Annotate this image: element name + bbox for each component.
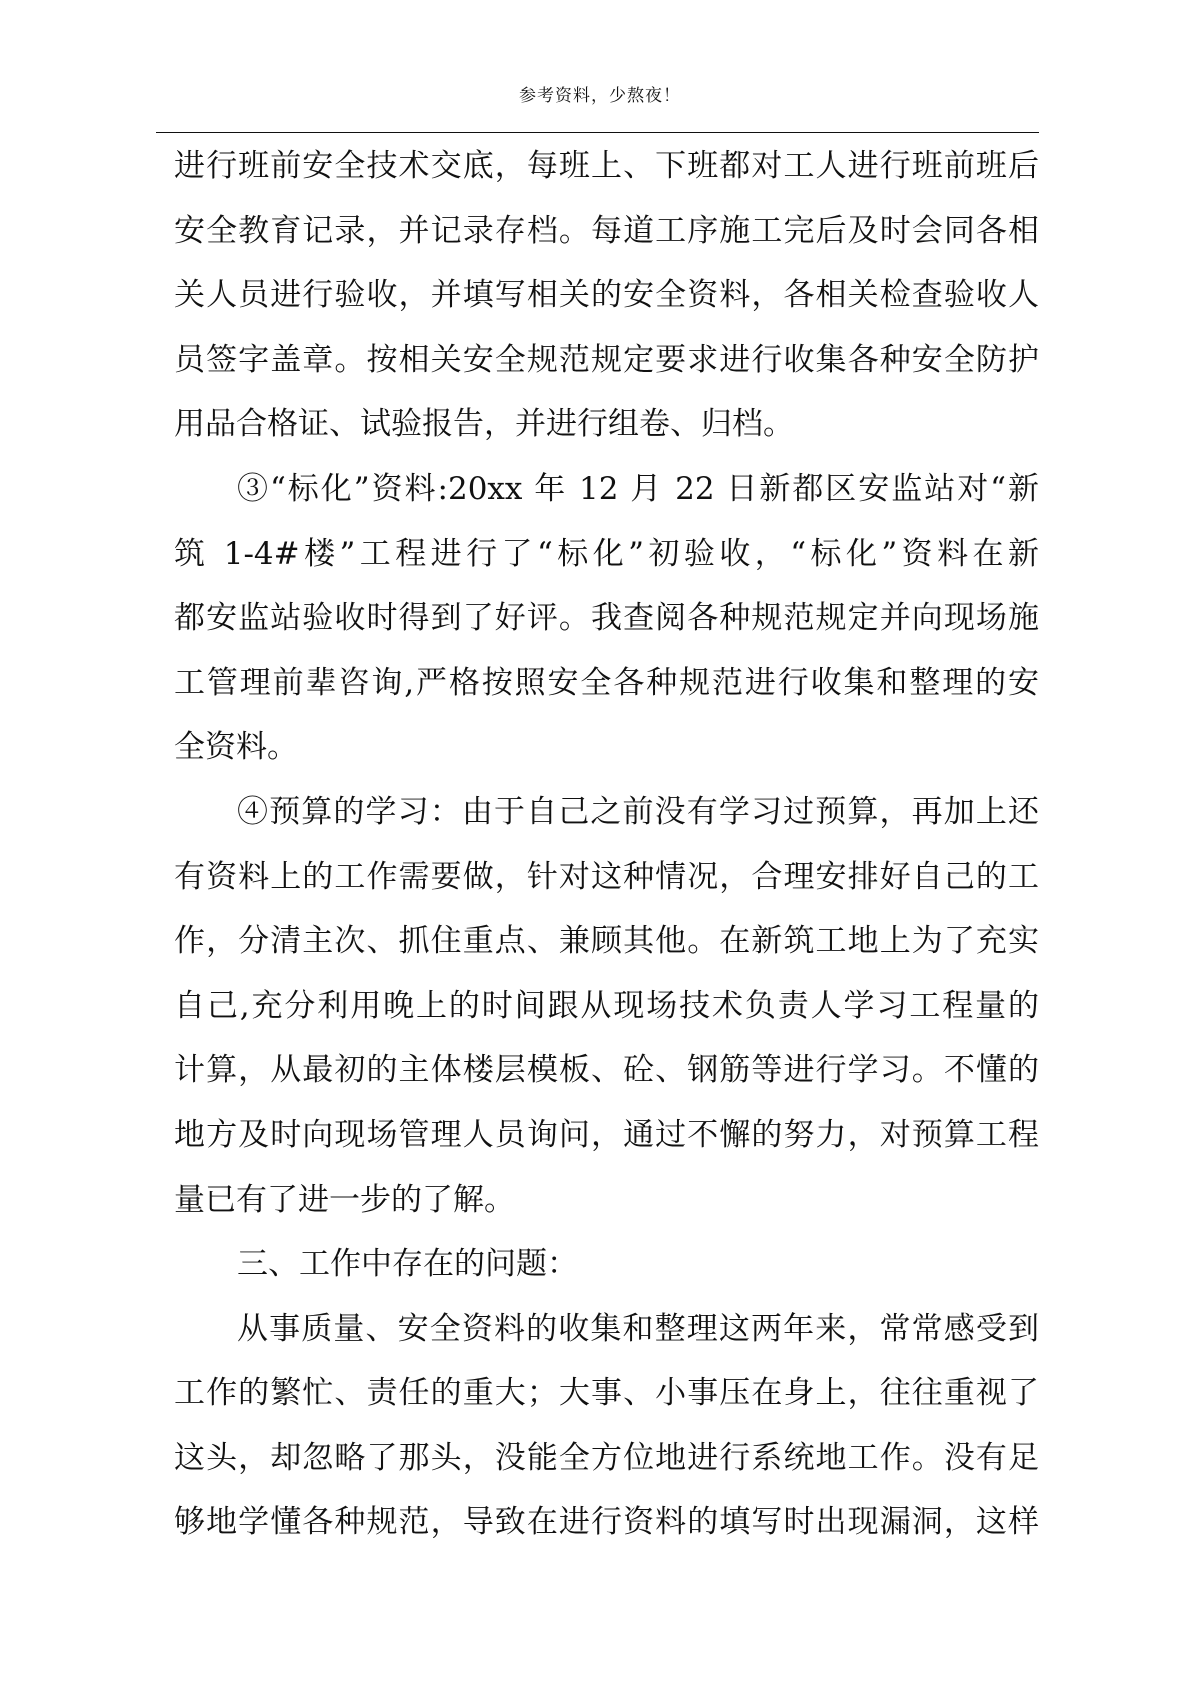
text-line: 筑 1-4#楼”工程进行了“标化”初验收，“标化”资料在新	[174, 535, 1039, 572]
text-line: ④预算的学习：由于自己之前没有学习过预算，再加上还	[237, 793, 1039, 830]
text-line: 全资料。	[174, 729, 298, 766]
text-line: 够地学懂各种规范，导致在进行资料的填写时出现漏洞，这样	[174, 1504, 1039, 1541]
text-line: 工管理前辈咨询,严格按照安全各种规范进行收集和整理的安	[174, 664, 1039, 701]
text-line: 有资料上的工作需要做，针对这种情况，合理安排好自己的工	[174, 858, 1039, 895]
text-line: 量已有了进一步的了解。	[174, 1181, 515, 1218]
text-line: 安全教育记录，并记录存档。每道工序施工完后及时会同各相	[174, 212, 1039, 249]
text-line: 用品合格证、试验报告，并进行组卷、归档。	[174, 406, 794, 443]
text-line: 都安监站验收时得到了好评。我查阅各种规范规定并向现场施	[174, 600, 1039, 637]
document-body	[174, 134, 1039, 1555]
header-divider	[156, 132, 1039, 133]
text-line: 工作的繁忙、责任的重大；大事、小事压在身上，往往重视了	[174, 1375, 1039, 1412]
text-line: 关人员进行验收，并填写相关的安全资料，各相关检查验收人	[174, 277, 1039, 314]
text-line: 员签字盖章。按相关安全规范规定要求进行收集各种安全防护	[174, 341, 1039, 378]
text-line: 这头，却忽略了那头，没能全方位地进行系统地工作。没有足	[174, 1439, 1039, 1476]
text-line: 计算，从最初的主体楼层模板、砼、钢筋等进行学习。不懂的	[174, 1052, 1039, 1089]
text-line: 地方及时向现场管理人员询问，通过不懈的努力，对预算工程	[174, 1116, 1039, 1153]
text-line: 进行班前安全技术交底，每班上、下班都对工人进行班前班后	[174, 148, 1039, 184]
text-line: ③“标化”资料:20xx 年 12 月 22 日新都区安监站对“新	[237, 470, 1039, 507]
page-header: 参考资料，少熬夜！	[519, 86, 681, 106]
text-line: 三、工作中存在的问题：	[237, 1246, 578, 1283]
text-line: 作，分清主次、抓住重点、兼顾其他。在新筑工地上为了充实	[174, 923, 1039, 960]
text-line: 自己,充分利用晚上的时间跟从现场技术负责人学习工程量的	[174, 987, 1039, 1024]
text-line: 从事质量、安全资料的收集和整理这两年来，常常感受到	[237, 1310, 1039, 1347]
